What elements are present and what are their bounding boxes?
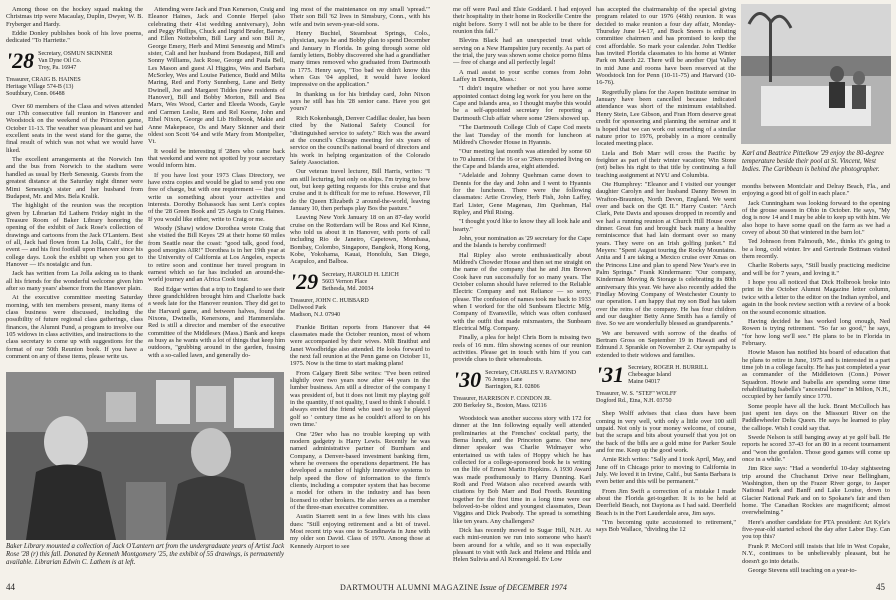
paragraph: Henry Buchtel, Steamboat Springs, Colo., physician, says he and Bobby plan to spend December and January in Florida. In going through some old family letters, Bobby discovered she had a grandfather many times removed who graduated from Dartmouth in 1775. Henry says, "Too bad we didn't know this when Gus '04 applied, it would have looked impressive on the application." [290, 30, 430, 89]
paragraph: me off were Paul and Elsie Goddard. I had enjoyed their hospitality in their home in Rockville Centre the night before. Sorry I will not be able to be there for reunion this fall." [453, 6, 591, 36]
class-heading-29 [290, 268, 430, 294]
paragraph: Here's another candidate for PTA president: Art Kyle's five-year-old started school the day after Labor Day. Can you top this? [742, 518, 890, 541]
secretary-address-2: Barrington, R.I. 02806 [485, 383, 540, 390]
paragraph: Woodstock was another success story with 172 for dinner at the Inn following equally well attended preliminaries at the Frenches' cocktail party, the Bema lunch, and the Princeton game. One new dinner speaker was Charlie Widmayer who entertained us with tales of Hoppy which he has collected for a college-sponsored book he is writing on the life of Ernest Martin Hopkins. A 1930 Award was made posthumously to Harry Dunning. Karl Rodi and Fred Watson also received awards with citations by Bob Marr and Bud Freeth. Reuniting together for the first time in a long time were our beloved-to-be oldest and youngest classmates, Dean Viggins and Dick Peabody. The spread is something like ten years. Any challengers? [453, 414, 591, 525]
paragraph: Leaving New York January 18 on an 87-day world cruise on the Rotterdam will be Ross and Kel Kinne, who told us about it in Hanover, with ports of call including Rio de Janeiro, Capetown, Mombasa, Bombay, Colombo, Singapore, Bangkok, Hong Kong, Kobe, Yokohama, Kauai, Honolulu, San Diego, Acapulco, and Balboa. [290, 214, 430, 266]
paragraph: Arnie Rich writes: "Sally and I took April, May, and June off in Chicago prior to moving to California in July. We loved it in Irvine, Calif., but Santa Barbara is even better and this will be permanent." [596, 456, 736, 486]
treasurer-address-1: Dogford Rd., Etna, N.H. 03750 [596, 398, 672, 405]
paragraph: Jack has written from La Jolla asking us to thank all his friends for the wonderful welcome given him after so many years' absence from the Hanover plain. [6, 270, 143, 292]
paragraph: It would be interesting if '28ers who came back that weekend and were not spotted by your secretary would inform him. [148, 147, 285, 170]
paragraph: Our veteran travel lecturer, Bill Harris, writes: "I am still lecturing, but only on ships. I'm trying to bow out, but keep getting requests for this cruise and that cruise and it is difficult for me to refuse. However, I'll do the Queen Elizabeth 2 around-the-world, leaving January 10, then perhaps play Bos the pasture." [290, 168, 430, 212]
paragraph: Liela and Bob Marr will cross the Pacific by freighter as part of their winter vacation; Win Stone (ret) belies his right to that title by continuing a full teaching assignment at NYU and Columbia. [596, 149, 736, 179]
column-5 [596, 6, 736, 578]
secretary: Secretary, ROGER H. BURRILL [628, 365, 709, 372]
paragraph: The highlight of the reunion was the reception given by Librarian Ed Lathem Friday night in the Treasure Room of Baker Library honoring the opening of the exhibit of Jack Rose's collection of drawings and cartoons from the Jack O'Lantern. Best of all, Jack had flown from La Jolla, Calif., for the event — and his first footfall upon Hanover since his college days. Look the exhibit up when you get to Hanover — it's nostalgic and fun. [6, 202, 143, 268]
paragraph: Dick has recently moved to Sugar Hill, N.H. At each mini-reunion we run into someone who hasn't been around for a while, and so it was especially pleasant to visit with Jack and Helene and Hilda and Helen Sulivia and Al Kronengold. Ev Low [453, 526, 591, 564]
paragraph: John, your nomination as '29 secretary for the Cape and the Islands is hereby confirmed! [453, 234, 591, 250]
pool-photo [741, 4, 891, 144]
issue-date: Issue of DECEMBER 1974 [480, 583, 567, 592]
class-year: '28 [6, 47, 35, 73]
paragraph: "Adelaide and Johnny Quehman came down to Dennis for the day and John and I went to Hyannis for the luncheon. There were the following classmates: Artie Crowley, Herb Fish, John Laffey, Earl Lister, Gene Magenau, Jim Quehman, Hal Ripley, and Phil Rising. [453, 172, 591, 216]
class-year: '30 [453, 366, 482, 392]
paragraph: Attending were Jack and Fran Kenerson, Craig and Eleanor Haines, Jack and Connie Herpel (also celebrating their 41st wedding anniversary), John and Peggy Phillips, Chuck and Ingrid Bruder, Barney and Ellen Nottebohm, Bill Lary and son Bill Jr., George Emery, Herb and Mimi Senesnig and Mimi's sister, Cali and her husband from Budapest, Bill and Sonny Williams, Jack Rose, George and Paula Bell, Les Mason and guest Al Higgins, Wes and Barbara McSorley, Wes and Louise Patience, Budd and Milta Maring, Red and Forty Sunnberg, Lane and Betty Dwinell, Joe and Margaret Tiddes (new residents of Hanover), Bill and Bobby Morton, Bill and Bea Marx, Wes Wood, Carter and Eleeda Woods, Gayle and Carmen Leslie, Rem and Rel Keene, John and Ethel Nixon, George and Lib Holbrook, Makie and Anne Makepeace, Os and Mary Skinner and their oldest son Scott '64 and wife Mary from Montpelier, Vt. [148, 6, 285, 146]
paragraph: Some people have all the luck. Brant McCulloch has just spent ten days on the Missouri River on the Paddlewheeler Delta Queen. He says he learned to play the calliope. Wish I could say that. [742, 402, 890, 432]
treasurer: Treasurer, CRAIG B. HAINES [6, 76, 81, 83]
treasurer-address-1: Dellwood Park [290, 304, 327, 311]
paragraph: Ted Johnson from Falmouth, Me., thinks it's going to be a long, cold winter. Irv and Gertrude Bottman visited them recently. [742, 238, 890, 261]
paragraph: Howie Mason has notified his board of education that he plans to retire in June, 1975 and is interested in a part time job in a college faculty. He has just completed a year as commander of the Middletown (Conn.) Power Squadron. Howie and Isabella are spending some time rehabilitating Isabella's "ancestral home" in Milton, N.H., occupied by her family since 1770. [742, 349, 890, 401]
secretary-address-1: 5603 Vernon Place [322, 278, 368, 285]
secretary-address-1: Chebeague Island [628, 372, 671, 379]
paragraph: At the executive committee meeting Saturday morning, with ten members present, many items of class business were discussed, including the possibility of future regional class gatherings, class finances, the Alumni Fund, a program to involve our 105 widows in class activities, and instructions to the class secretary to come up with suggestions for the format of our 50th Reunion book. If you have a comment on any of these items, please write us. [6, 294, 143, 361]
secretary-address-2: Bethesda, Md. 20034 [322, 285, 374, 292]
paragraph: "I didn't inquire whether or not you have some appointed contact doing leg work for you here on the Cape and Islands area, so I thought maybe this would be a self-appointed secretary for reporting a Dartmouth Club affair where some '29ers showed up. [453, 85, 591, 122]
paragraph: Rich Kokenbaugh, Denver Cadillac dealer, has been cited by the National Safety Council for "distinguished service to safety." Rich was the award at the council's Chicago meeting for six years of service on the council's national board of directors and his work in helping organization of the Colorado Safety Association. [290, 114, 430, 166]
paragraph: From Jim Swift a correction of a mistake I made about the Florida get-together. It is to be held at Deerfield Beach, not Daytona as I had said. Deerfield Beach is in the Fort Lauderdale area, Jim says. [596, 487, 736, 517]
paragraph: If you have lost your 1973 Class Directory, we have extra copies and would be glad to send you one free of charge, but with one requirement — that you write us something about your activities and interests. Dorothy Bohassock has sent Len's copies of the '28 Green Book and '25 Aegis to Craig Haines. If you would like either, write to Craig or me. [148, 171, 285, 223]
paragraph: We are bereaved with sorrow of the deaths of Bertram Gross on September 19 in Hawaii and of Edmund J. Sprankle on November 2. Our sympathy is extended to their widows and families. [596, 329, 736, 359]
class-year: '29 [290, 268, 319, 294]
column-6 [742, 183, 890, 578]
secretary: Secretary, CHARLES V. RAYMOND [485, 369, 577, 376]
class-heading-28 [6, 47, 143, 73]
magazine-title: DARTMOUTH ALUMNI MAGAZINE [340, 583, 479, 592]
paragraph: "Our meeting last month was attended by some 60 to 70 alumni. Of the 16 or so '29ers reported living on the Cape and Islands area, eight attended. [453, 148, 591, 170]
paragraph: Shep Wolff advises that class dues have been coming in very well, with only a little over 100 still unpaid. Not only is your money welcome, of course, but the scraps and bits about yourself that you jot on the back of the bills are a gold mine for Parker Soule and for me. Keep up the good work. [596, 410, 736, 454]
paragraph: I hope you all noticed that Dick Holbrook broke into print in the October Alumni Magazine letter column, twice with a letter to the editor on the Indian symbol, and again in the book review section with a review of a book on the sound economic situation. [742, 279, 890, 316]
paragraph: Ote Humphrey: "Eleanor and I visited our younger daughter Carolyn and her husband Danny Brown in Wrafton-Braunton, North Devon, England. We went over and back on the QE II." Harry Custer: "Arch Clark, Pete Davis and spouses dropped in recently and we had a running reunion at Church Hill House over dinner. Great fun and brought back many a healthy reminiscence that had lain dormant over so many years. They were on an Irish golfing junket." Ed Meyers: "Spent August touring the Rocky Mountains. Anita and I are taking a Mexico cruise over Xmas on the Princess Line and plan to spend New Year's eve in Palm Springs." Frank Kindermann: "Our company, Kinderman Moving & Storage is celebrating its 80th anniversary this year. We have also recently added the Findlay Moving Company of Westchester County to our operation. I am happy that my son Bud has taken over the reins of the company. He has four children and our daughter Betty Anne Smith has a family of five. So we are wonderfully blessed as grandparents." [596, 180, 736, 328]
pool-photo-illustration [741, 4, 891, 144]
secretary: Secretary, OSMUN SKINNER [38, 50, 113, 57]
paragraph: Frankie Brittan reports from Hanover that 44 classmates made the October reunion, most of whom were accompanied by their wives. Milt Braithut and Janet Woodbridge also attended. He looks forward to the next fall reunion at the Penn game on October 11, 1975. Now is the time to start making plans! [290, 323, 430, 368]
pool-photo-caption: Karl and Beatrice Pittelkow '29 enjoy the 80-degree temperature beside their pool at St. Vincent, West Indies. The Caribbean is behind the photographer. [742, 150, 884, 173]
paragraph: ing most of the maintenance on my small 'spread.'" Their son Bill '62 lives in Simsbury, Conn., with his wife and twin seven-year-old sons. [290, 6, 430, 28]
treasurer-block [290, 298, 430, 319]
paragraph: A mail assist to your scribe comes from John Laffey in Dennis, Mass.: [453, 68, 591, 84]
treasurer-address-2: Southbury, Conn. 06488 [6, 90, 65, 97]
treasurer-block [453, 396, 591, 410]
class-officers [628, 365, 708, 386]
treasurer-address-1: Heritage Village 574-B (13) [6, 83, 74, 90]
secretary-address-1: 76 Jennys Lane [485, 376, 523, 383]
class-officers [322, 272, 399, 293]
paragraph: "I thought you'd like to know they all look hale and hearty." [453, 218, 591, 233]
paragraph: Finally, a plea for help! Chris Born is missing two reels of 16 mm. film showing scenes of our reunion activities. Please get in touch with him if you can provide clues to their whereabouts. [453, 334, 591, 364]
paragraph: Frank P. McCord still insists that life in West Copake, N.Y., continues to be unbelievably pleasant, but he doesn't go into details. [742, 542, 890, 565]
paragraph: months between Montclair and Delray Beach, Fla., and enjoying a good bit of golf in each place." [742, 183, 890, 198]
intro-paragraph-2: Eddie Donley publishes book of his love poems, dedicated "To Harriette." [6, 30, 143, 45]
treasurer: Treasurer, W. S. "STEF" WOLFF [596, 391, 677, 398]
paragraph: Jack Cunningham was looking forward to the opening of the grouse season in Ohio in October. He says, "My dog is now 14 and I may be able to keep up with him. We also hope to have some quail on the farm as we had a covey of about 30 that wintered in the barn lot." [742, 199, 890, 237]
intro-paragraph: Among those on the hockey squad making the Christmas trip were Macaulay, Duplin, Dwyer, W. B. Fryberger and Hardy. [6, 6, 143, 28]
paragraph: Blevins Black had an unexpected treat while serving on a New Hampshire jury recently. As part of the trial, the jury was shown some choice porno films — free of charge and all perfectly legal! [453, 37, 591, 67]
treasurer-address-2: Madison, N.J. 07940 [290, 311, 341, 318]
paragraph: Austin Starrett sent in a few lines with his class dues: "Still enjoying retirement and a bit of travel. Most recent trip was one to Scandinavia in June with my older son David. Class of 1970. Among those at Kennedy Airport to see [290, 513, 430, 550]
paragraph: George Stevens still teaching on a year-to- [748, 566, 857, 574]
paragraph: Swede Nelson is still banging away at ye golf ball. He reports he scored 37-43 for an 80 in a recent tournament and "won the gonfalon. Those good games will come up once in a while." [742, 434, 890, 464]
paragraph: Charlie Roberts says, "Still busily practicing medicine and will be for 7 years, and loving it." [742, 262, 890, 277]
exhibit-photo [6, 372, 284, 540]
paragraph: Jim Rice says: "Had a wonderful 10-day sightseeing trip around the Chuchanut Drive near Bellingham, Washington, then up the Frazer River gorge, to Jasper National Park and Banff and Lake Louise, down to Glacier National Park and on to Spokane's fair and then home. The Canadian Rockies are magnificent; almost overwhelming." [742, 465, 890, 517]
paragraph: From Calgary Brett Sibe writes: "I've been retired slightly over two years now after 44 years in the lumber business. Am still a director of the company I was president of, but it does not limit my playing golf in the quantity, if not quality, I used to think I should. I always envied the friend who used to say he played golf so ' century time as he couldn't afford to on his own time.' [290, 369, 430, 429]
secretary-address-1: Van Dyne Oil Co. [38, 57, 82, 64]
column-4 [453, 6, 591, 578]
paragraph: Hal Ripley also wrote enthusiastically about Mildred's Chowder House and then set me straight on the name of the company that he and Jim Brown Cook have run successfully for so many years. The October column should have referred to the Reliable Electric Company and not Reliance — so sorry, please. The confusion of names took me back to 1933 when I worked for the old Sunbeam Electric Mfg. Company of Evansville, which was often confused with the outfit that made mixmasters, the Sunbeam Electrical Mfg. Company. [453, 251, 591, 333]
paragraph: "I'm becoming quite accustomed to retirement," says Bob Wallace, "dividing the 12 [596, 518, 736, 534]
treasurer: Treasurer, HARRISON F. CONDON JR. [453, 395, 552, 402]
left-page-number: 44 [6, 582, 15, 592]
right-page-number: 45 [876, 582, 885, 592]
class-heading-30 [453, 366, 591, 392]
class-officers [485, 370, 576, 391]
paragraph: Regretfully plans for the Aspen Institute seminar in January have been cancelled because indicated attendance was short of the minimum established. Henry Stein, Lee Gibson, and Fran Horn deserve great credit for sponsoring and planning the seminar and it is hoped that we can work out something of a similar nature prior to 1976, probably in a more centrally located meeting place. [596, 88, 736, 148]
paragraph: Having decided he has worked long enough, Ned Rowen is trying retirement. "So far so good," he says, "for how long we'll see." He plans to be in Florida in February. [742, 317, 890, 347]
treasurer: Treasurer, JOHN C. HUBBARD [290, 297, 369, 304]
secretary-address-2: Maine 04017 [628, 379, 660, 386]
treasurer-address-1: 200 Berkeley St., Boston, Mass. 02116 [453, 402, 547, 409]
treasurer-block [6, 77, 143, 98]
class-officers [38, 51, 112, 72]
paragraph: Red Edgar writes that a trip to England to see their three grandchildren brought him and Charlotte back a week late for the Hanover reunion. They did get to the Harvard game, and between halves, found the Nixons, Dwinells, Kenersons, and Hammerslahs. Red is still a director and member of the executive committee of the Middlesex (Mass.) Bank and keeps as busy as he wants with a lot of things that keep him outdoors, "grubbing around in the garden, fussing with a so-called lawn, and generally do- [148, 285, 285, 359]
treasurer-block [596, 391, 736, 405]
exhibit-photo-caption: Baker Library mounted a collection of Jack O'Lantern art from the undergraduate years of Artist Jack Rose '28 (r) this fall. Donated by Kenneth Montgomery '25, the exhibit of 55 drawings, is permanently available. Librarian Edwin C. Lathem is at left. [6, 543, 285, 566]
column-2 [148, 6, 285, 371]
paragraph: has accepted the chairmanship of the special giving program related to our 1976 (46th) reunion. It was decided to make reunion a four day affair, Monday-Thursday June 14-17, and Buck Sneers is enlisting committee chairmen and has promised to keep the cost affordable. So mark your calendar. John Tiedtke has invited Florida classmates to his home at Winter Park on March 22. There will be another Ojai Valley in mid June and rooms have been reserved at the Woodstock Inn for Penn (10-11-75) and Harvard (10-16-76). [596, 6, 736, 87]
secretary-address-2: Troy, Pa. 16947 [38, 64, 77, 71]
secretary: Secretary, HAROLD H. LEICH [322, 271, 399, 278]
class-year: '31 [596, 362, 625, 388]
paragraph: Over 60 members of the Class and wives attended our 17th consecutive fall reunion in Hanover and Woodstock on the weekend of the Princeton game, October 11-13. The weather was pleasant and we had excellent seats in the west stand for the game, the final result of which was not what we would have liked. [6, 102, 143, 154]
paragraph: One '29er who has no trouble keeping up with modern gadgetry is Harry Lewis. Recently he was named administrative partner of Burnham and Company, a Denver-based investment banking firm, where he oversees the operations department. He has developed a number of highly innovative systems to help speed the flow of information to the firm's clients, including a computer system that has become a model for others in the industry and has been licensed to other brokers. He also serves as a member of the three-man executive committee. [290, 430, 430, 511]
paragraph: Woody (Shaw) widow Dorothea wrote Craig that she visited the Bill Keyes '29 at their home 60 miles from Seattle near the coast: "good talk, good food, good smorgies AIR!" Dorothea is in her 19th year at the University of California at Los Angeles, expects to retire soon and continue her travel program in earnest which so far has included an around-the-world journey and an Africa Cook tour. [148, 224, 285, 284]
exhibit-photo-illustration [6, 372, 284, 540]
column-3 [290, 6, 430, 578]
class-heading-31 [596, 362, 736, 388]
paragraph: The excellent arrangements at the Norwich Inn and the bus from Norwich to the stadium were handled as usual by Herb Senesnig. Guests from the greatest distance at the Saturday night dinner were Mimi Senesnig's sister and her husband from Budapest, Mr. and Mrs. Bela Kralik. [6, 156, 143, 200]
paragraph: In thanking us for his birthday card, John Nixon says he still has his '28 senior cane. Have you got yours? [290, 90, 430, 113]
paragraph: "The Dartmouth College Club of Cape Cod meets the last Tuesday of the month for luncheon at Mildred's Chowder House in Hyannis. [453, 124, 591, 146]
